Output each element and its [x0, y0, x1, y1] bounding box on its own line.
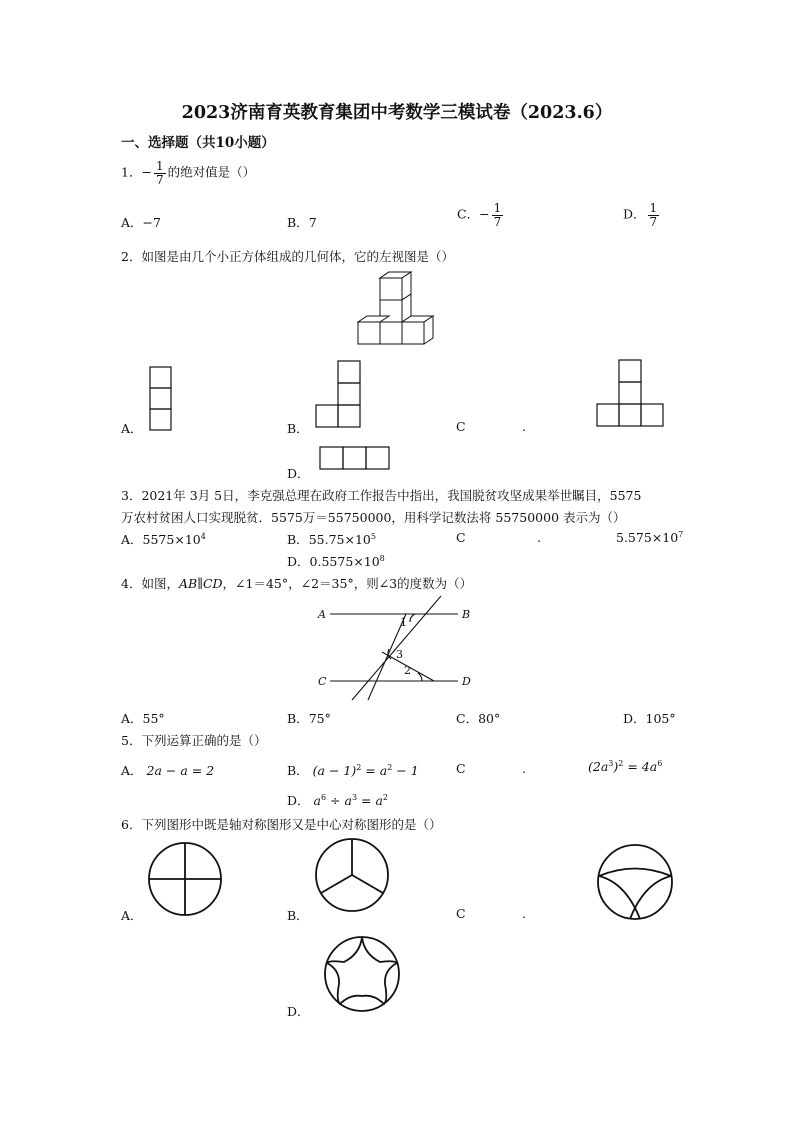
exponent: 4	[200, 532, 206, 541]
question-2-text: 2．如图是由几个小正方体组成的几何体，它的左视图是（）	[121, 249, 454, 264]
option-expression: 2a − a = 2	[146, 763, 215, 778]
fraction-numerator: 1	[155, 159, 164, 173]
option-label: C．	[457, 206, 480, 222]
exponent: 5	[370, 532, 376, 541]
q5-option-c-label: C	[456, 761, 466, 776]
q2-option-c-label: C	[456, 419, 466, 434]
option-value: 55°	[142, 711, 165, 726]
option-label: B．	[287, 532, 309, 547]
minus-sign: −	[479, 206, 490, 222]
q2-option-d-label: D．	[287, 466, 310, 481]
label-c: C	[318, 675, 327, 688]
option-label: B．	[287, 763, 309, 778]
exponent: 3	[608, 759, 614, 768]
q5-option-d	[287, 791, 388, 809]
q6-option-c-figure	[596, 843, 674, 921]
q3-option-b	[287, 530, 376, 548]
exponent: 6	[657, 759, 663, 768]
q2-option-c-figure	[597, 358, 667, 430]
segment-cd: CD	[202, 576, 223, 591]
expression-part: (2a	[588, 759, 609, 774]
question-3-line-2: 万农村贫困人口实现脱贫．5575万＝55750000，用科学记数法将 55750000 表示为（）	[121, 510, 626, 525]
q4-option-c	[456, 709, 500, 727]
q5-option-b	[287, 761, 419, 779]
exponent: 8	[379, 554, 385, 563]
option-label: A．	[121, 532, 143, 547]
question-6-text: 6．下列图形中既是轴对称图形又是中心对称图形的是（）	[121, 817, 442, 832]
q1-option-c	[457, 202, 505, 228]
option-label: B．	[287, 215, 309, 230]
option-label: A．	[121, 215, 143, 230]
question-1-text: 的绝对值是（）	[167, 164, 256, 180]
option-value: −7	[142, 215, 161, 230]
q2-option-d-figure	[319, 446, 391, 472]
q6-option-b-figure	[314, 837, 390, 913]
question-1-number: 1．	[121, 164, 142, 180]
option-label: D．	[623, 206, 646, 222]
minus-sign: −	[141, 164, 152, 180]
fraction-denominator: 7	[649, 214, 658, 229]
q1-option-a	[121, 213, 161, 231]
option-label: A．	[121, 763, 143, 778]
option-label: B．	[287, 711, 309, 726]
fraction-one-seventh	[154, 160, 166, 186]
q5-option-c-expression	[588, 759, 662, 774]
q4-option-d	[623, 709, 676, 727]
option-value: 5.575×10	[616, 530, 679, 545]
q2-option-b-label: B．	[287, 421, 309, 436]
option-value: 7	[308, 215, 317, 230]
angle-1-arc	[410, 614, 415, 622]
exponent: 3	[351, 793, 358, 802]
q3-option-c-dot: .	[537, 530, 541, 545]
q6-option-c-dot: .	[522, 906, 526, 921]
angle-label-3: 3	[396, 648, 403, 661]
option-label: D．	[623, 711, 646, 726]
exponent: 2	[618, 759, 624, 768]
expression-part: = a	[361, 763, 388, 778]
option-label: A．	[121, 711, 143, 726]
fraction	[492, 202, 504, 228]
option-value: 55.75×10	[308, 532, 371, 547]
fraction-denominator: 7	[493, 214, 502, 229]
q6-option-b-label: B．	[287, 908, 309, 923]
question-4-prefix: 4．如图，	[121, 576, 179, 591]
exponent: 2	[356, 763, 362, 772]
question-5-text: 5．下列运算正确的是（）	[121, 733, 267, 748]
option-label: C．	[456, 711, 479, 726]
q5-option-a	[121, 761, 214, 779]
exponent: 7	[678, 530, 684, 539]
expression-part: = 4a	[623, 759, 658, 774]
label-b: B	[462, 608, 471, 621]
parallel-symbol: ∥	[197, 576, 203, 591]
q3-option-d	[287, 552, 385, 570]
exam-title: 2023济南育英教育集团中考数学三模试卷（2023.6）	[181, 103, 613, 123]
segment-ab: AB	[178, 576, 198, 591]
option-label: D．	[287, 793, 310, 808]
option-value: 5575×10	[142, 532, 201, 547]
question-4-rest: ，∠1＝45°，∠2＝35°，则∠3的度数为（）	[222, 576, 473, 591]
q6-option-c-label: C	[456, 906, 466, 921]
option-value: 105°	[645, 711, 676, 726]
expression-part: = a	[357, 793, 383, 808]
angle-label-1: 1	[400, 616, 407, 629]
parallel-lines-figure	[316, 596, 486, 701]
label-a: A	[318, 608, 326, 621]
exponent: 6	[320, 793, 327, 802]
q6-option-a-label: A．	[121, 908, 143, 923]
fraction-denominator: 7	[155, 172, 164, 187]
fraction-numerator: 1	[493, 201, 502, 215]
q4-option-a	[121, 709, 165, 727]
question-4-text	[121, 574, 472, 592]
expression-part: )	[613, 759, 619, 774]
q4-option-b	[287, 709, 331, 727]
fraction-numerator: 1	[649, 201, 658, 215]
q6-option-d-label: D．	[287, 1004, 310, 1019]
q3-option-c-value	[616, 530, 683, 545]
exponent: 2	[382, 793, 388, 802]
expression-part: ÷ a	[326, 793, 352, 808]
option-label: D．	[287, 554, 310, 569]
q2-option-b-figure	[315, 360, 363, 428]
expression-part: − 1	[392, 763, 419, 778]
expression-part: (a − 1)	[312, 763, 357, 778]
cube-stack-figure	[350, 268, 440, 348]
exponent: 2	[387, 763, 393, 772]
option-value: 80°	[478, 711, 501, 726]
angle-label-2: 2	[404, 664, 411, 677]
q6-option-d-figure	[322, 934, 402, 1014]
q6-option-a-figure	[147, 841, 223, 917]
option-value: 75°	[308, 711, 331, 726]
fraction	[648, 202, 660, 228]
q1-option-d	[623, 202, 661, 228]
q2-option-a-label: A．	[121, 421, 143, 436]
option-value: 0.5575×10	[309, 554, 380, 569]
q5-option-c-dot: .	[522, 761, 526, 776]
q3-option-c-label: C	[456, 530, 466, 545]
label-d: D	[462, 675, 471, 688]
question-3-line-1: 3．2021年 3月 5日，李克强总理在政府工作报告中指出，我国脱贫攻坚成果举世瞩目，5575	[121, 488, 642, 503]
question-1	[121, 160, 255, 186]
q3-option-a	[121, 530, 206, 548]
expression-part: a	[313, 793, 321, 808]
q1-option-b	[287, 213, 317, 231]
q2-option-a-figure	[149, 366, 173, 432]
q2-option-c-dot: .	[522, 419, 526, 434]
section-heading: 一、选择题（共10小题）	[121, 135, 275, 151]
